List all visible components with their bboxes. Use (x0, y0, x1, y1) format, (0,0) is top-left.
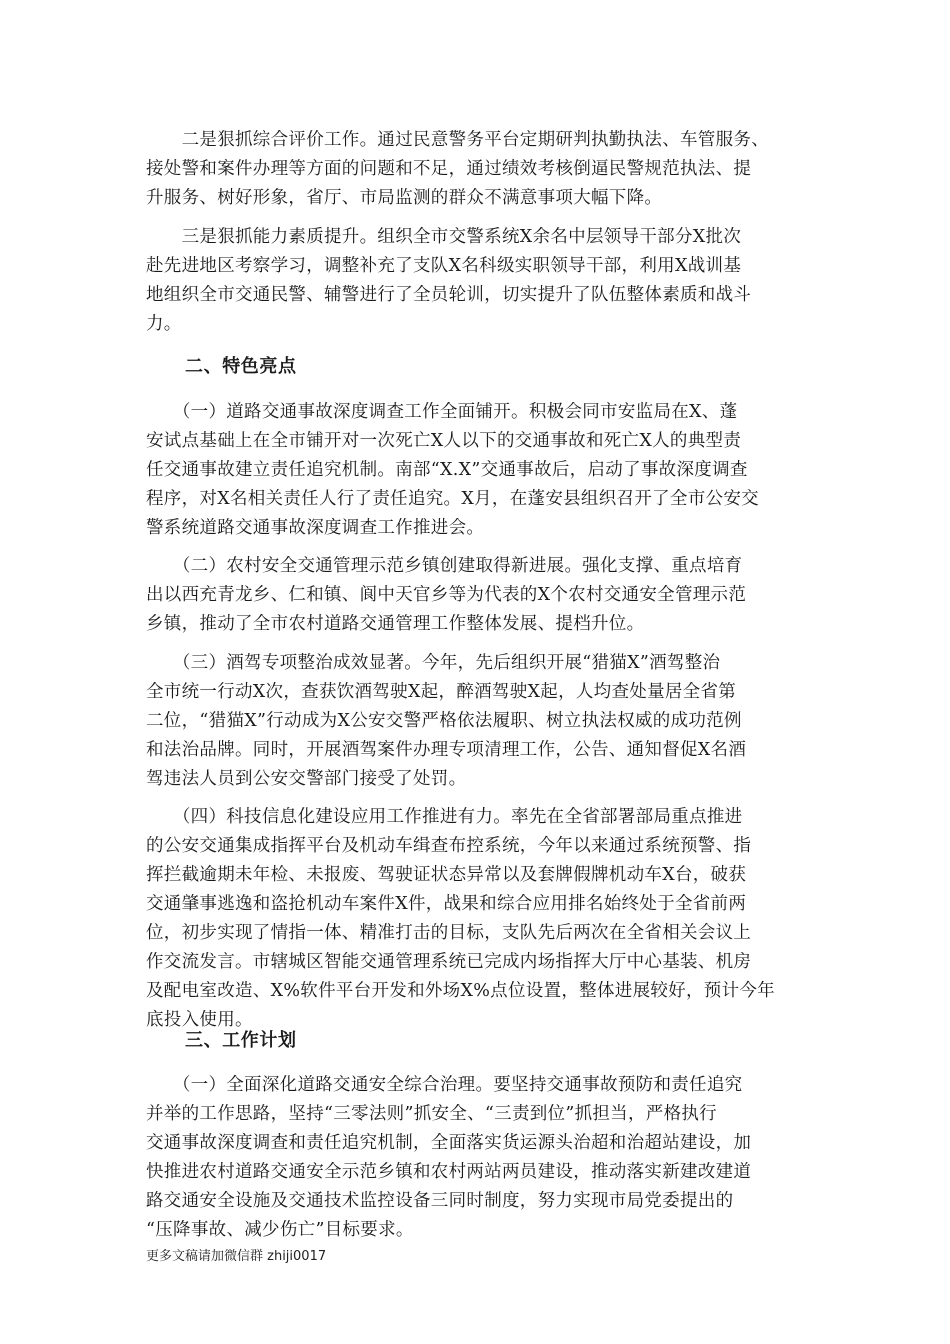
section-heading-highlights: 二、特色亮点 (185, 356, 297, 377)
text-line: 底投入使用。 (146, 1010, 253, 1030)
text-line: 二位，“猎猫X”行动成为X公安交警严格依法履职、树立执法权威的成功范例 (146, 711, 742, 731)
text-line: 和法治品牌。同时，开展酒驾案件办理专项清理工作，公告、通知督促X名酒 (146, 740, 747, 760)
text-line: 位，初步实现了情指一体、精准打击的目标，支队先后两次在全省相关会议上 (146, 923, 752, 943)
text-line: 驾违法人员到公安交警部门接受了处罚。 (146, 769, 467, 789)
paragraph-drunk-driving (146, 649, 814, 794)
paragraph-ability (146, 223, 814, 339)
text-line: 地组织全市交通民警、辅警进行了全员轮训，切实提升了队伍整体素质和战斗 (146, 285, 752, 305)
text-line: 交通事故深度调查和责任追究机制，全面落实货运源头治超和治超站建设，加 (146, 1133, 752, 1153)
text-line: 乡镇，推动了全市农村道路交通管理工作整体发展、提档升位。 (146, 614, 645, 634)
text-line: 出以西充青龙乡、仁和镇、阆中天官乡等为代表的X个农村交通安全管理示范 (146, 585, 747, 605)
text-line: 作交流发言。市辖城区智能交通管理系统已完成内场指挥大厅中心基装、机房 (146, 952, 752, 972)
text-line: （一）全面深化道路交通安全综合治理。要坚持交通事故预防和责任追究 (146, 1075, 743, 1095)
text-line: 力。 (146, 314, 182, 334)
text-line: 及配电室改造、X%软件平台开发和外场X%点位设置，整体进展较好，预计今年 (146, 981, 775, 1001)
text-line: 的公安交通集成指挥平台及机动车缉查布控系统，今年以来通过系统预警、指 (146, 836, 752, 856)
paragraph-tech-info (146, 803, 814, 1035)
text-line: 全市统一行动X次，查获饮酒驾驶X起，醉酒驾驶X起，人均查处量居全省第 (146, 682, 737, 702)
text-line: 挥拦截逾期未年检、未报废、驾驶证状态异常以及套牌假牌机动车X台，破获 (146, 865, 747, 885)
text-line: 程序，对X名相关责任人行了责任追究。X月，在蓬安县组织召开了全市公安交 (146, 489, 759, 509)
text-line: 接处警和案件办理等方面的问题和不足，通过绩效考核倒逼民警规范执法、提 (146, 159, 752, 179)
text-line: 升服务、树好形象，省厅、市局监测的群众不满意事项大幅下降。 (146, 188, 663, 208)
footer-note: 更多文稿请加微信群 zhiji0017 (146, 1249, 327, 1264)
text-line: 三是狠抓能力素质提升。组织全市交警系统X余名中层领导干部分X批次 (146, 227, 742, 247)
text-line: “压降事故、减少伤亡”目标要求。 (146, 1220, 414, 1240)
text-line: 并举的工作思路，坚持“三零法则”抓安全、“三责到位”抓担当，严格执行 (146, 1104, 717, 1124)
text-line: 交通肇事逃逸和盗抢机动车案件X件，战果和综合应用排名始终处于全省前两 (146, 894, 747, 914)
text-line: 赴先进地区考察学习，调整补充了支队X名科级实职领导干部，利用X战训基 (146, 256, 742, 276)
paragraph-accident-investigation (146, 398, 814, 543)
paragraph-rural-safety (146, 552, 814, 639)
section-heading-work-plan: 三、工作计划 (185, 1030, 297, 1051)
text-line: 二是狠抓综合评价工作。通过民意警务平台定期研判执勤执法、车管服务、 (146, 130, 769, 150)
text-line: 任交通事故建立责任追究机制。南部“X.X”交通事故后，启动了事故深度调查 (146, 460, 748, 480)
text-line: 路交通安全设施及交通技术监控设备三同时制度，努力实现市局党委提出的 (146, 1191, 734, 1211)
text-line: 安试点基础上在全市铺开对一次死亡X人以下的交通事故和死亡X人的典型责 (146, 431, 742, 451)
paragraph-evaluation (146, 126, 814, 213)
paragraph-road-safety-governance (146, 1071, 814, 1245)
text-line: （三）酒驾专项整治成效显著。今年，先后组织开展“猎猫X”酒驾整治 (146, 653, 721, 673)
text-line: 警系统道路交通事故深度调查工作推进会。 (146, 518, 485, 538)
text-line: 快推进农村道路交通安全示范乡镇和农村两站两员建设，推动落实新建改建道 (146, 1162, 752, 1182)
text-line: （二）农村安全交通管理示范乡镇创建取得新进展。强化支撑、重点培育 (146, 556, 743, 576)
text-line: （一）道路交通事故深度调查工作全面铺开。积极会同市安监局在X、蓬 (146, 402, 738, 422)
text-line: （四）科技信息化建设应用工作推进有力。率先在全省部署部局重点推进 (146, 807, 743, 827)
